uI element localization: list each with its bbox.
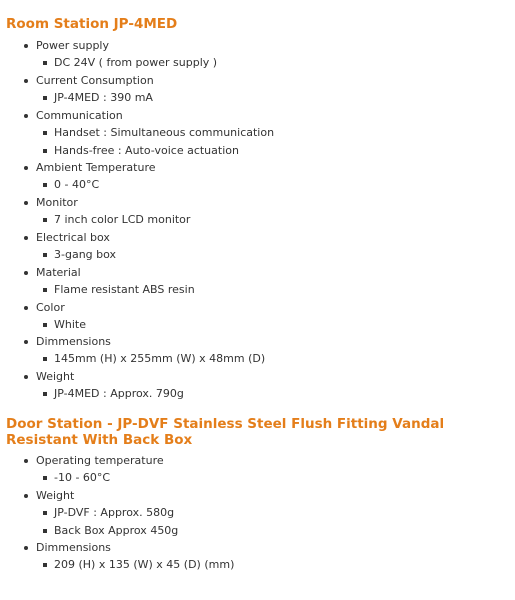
- spec-item: [36, 266, 81, 279]
- spec-label: Dimmensions: [36, 541, 111, 554]
- bullet-dot: [24, 459, 28, 463]
- spec-label: Communication: [36, 109, 123, 122]
- spec-value: [54, 91, 153, 104]
- spec-value-text: 209 (H) x 135 (W) x 45 (D) (mm): [54, 558, 235, 571]
- bullet-dot: [24, 340, 28, 344]
- spec-value-text: 3-gang box: [54, 248, 117, 261]
- bullet-square: [43, 392, 47, 396]
- spec-value-text: Handset : Simultaneous communication: [54, 126, 275, 139]
- spec-value-text: DC 24V ( from power supply ): [54, 56, 218, 69]
- bullet-square: [43, 476, 47, 480]
- spec-value-text: 0 - 40°C: [54, 178, 100, 191]
- spec-item: [36, 196, 78, 209]
- spec-value-text: -10 - 60°C: [54, 471, 111, 484]
- spec-label: Dimmensions: [36, 335, 111, 348]
- bullet-square: [43, 183, 47, 187]
- spec-value-text: JP-4MED : 390 mA: [54, 91, 153, 104]
- spec-value: [54, 144, 239, 157]
- bullet-dot: [24, 271, 28, 275]
- spec-item: [36, 454, 164, 467]
- bullet-square: [43, 529, 47, 533]
- spec-label: Material: [36, 266, 81, 279]
- bullet-square: [43, 511, 47, 515]
- spec-value: [54, 352, 265, 365]
- spec-value: [54, 471, 110, 484]
- bullet-square: [43, 96, 47, 100]
- spec-item: [36, 109, 123, 122]
- bullet-dot: [24, 79, 28, 83]
- bullet-dot: [24, 375, 28, 379]
- bullet-square: [43, 357, 47, 361]
- spec-item: [36, 301, 65, 314]
- spec-value-text: White: [54, 318, 86, 331]
- spec-item: [36, 370, 74, 383]
- spec-value: [54, 318, 86, 331]
- spec-value-text: JP-4MED : Approx. 790g: [54, 387, 184, 400]
- bullet-square: [43, 149, 47, 153]
- bullet-square: [43, 323, 47, 327]
- bullet-dot: [24, 236, 28, 240]
- spec-value-text: Back Box Approx 450g: [54, 524, 179, 537]
- spec-value: [54, 126, 274, 139]
- spec-value: [54, 524, 178, 537]
- spec-value-text: Flame resistant ABS resin: [54, 283, 195, 296]
- spec-item: [36, 74, 154, 87]
- bullet-square: [43, 131, 47, 135]
- spec-label: Operating temperature: [36, 454, 164, 467]
- spec-value: [54, 558, 234, 571]
- spec-label: Ambient Temperature: [36, 161, 156, 174]
- spec-value-text: Hands-free : Auto-voice actuation: [54, 144, 239, 157]
- bullet-square: [43, 288, 47, 292]
- spec-item: [36, 541, 111, 554]
- spec-label: Power supply: [36, 39, 109, 52]
- bullet-dot: [24, 166, 28, 170]
- spec-label: Electrical box: [36, 231, 110, 244]
- spec-value: [54, 387, 184, 400]
- bullet-dot: [24, 494, 28, 498]
- spec-label: Monitor: [36, 196, 78, 209]
- spec-label: Color: [36, 301, 65, 314]
- spec-item: [36, 39, 109, 52]
- spec-value: [54, 248, 116, 261]
- spec-value-text: 7 inch color LCD monitor: [54, 213, 191, 226]
- bullet-dot: [24, 201, 28, 205]
- bullet-square: [43, 253, 47, 257]
- spec-label: Weight: [36, 370, 75, 383]
- spec-value: [54, 283, 195, 296]
- spec-item: [36, 489, 74, 502]
- spec-item: [36, 335, 111, 348]
- spec-item: [36, 231, 110, 244]
- spec-label: Weight: [36, 489, 75, 502]
- spec-item: [36, 161, 156, 174]
- spec-value: [54, 56, 217, 69]
- bullet-square: [43, 563, 47, 567]
- spec-value-text: 145mm (H) x 255mm (W) x 48mm (D): [54, 352, 266, 365]
- spec-label: Current Consumption: [36, 74, 154, 87]
- bullet-dot: [24, 546, 28, 550]
- bullet-square: [43, 61, 47, 65]
- bullet-square: [43, 218, 47, 222]
- bullet-dot: [24, 114, 28, 118]
- bullet-dot: [24, 44, 28, 48]
- spec-value: [54, 506, 174, 519]
- spec-value-text: JP-DVF : Approx. 580g: [54, 506, 175, 519]
- section-title-room-station: Room Station JP-4MED: [6, 16, 178, 32]
- spec-value: [54, 178, 99, 191]
- spec-value: [54, 213, 190, 226]
- bullet-dot: [24, 306, 28, 310]
- section-title-door-station: Door Station - JP-DVF Stainless Steel Flush Fitting Vandal Resistant With Back Box: [6, 416, 445, 448]
